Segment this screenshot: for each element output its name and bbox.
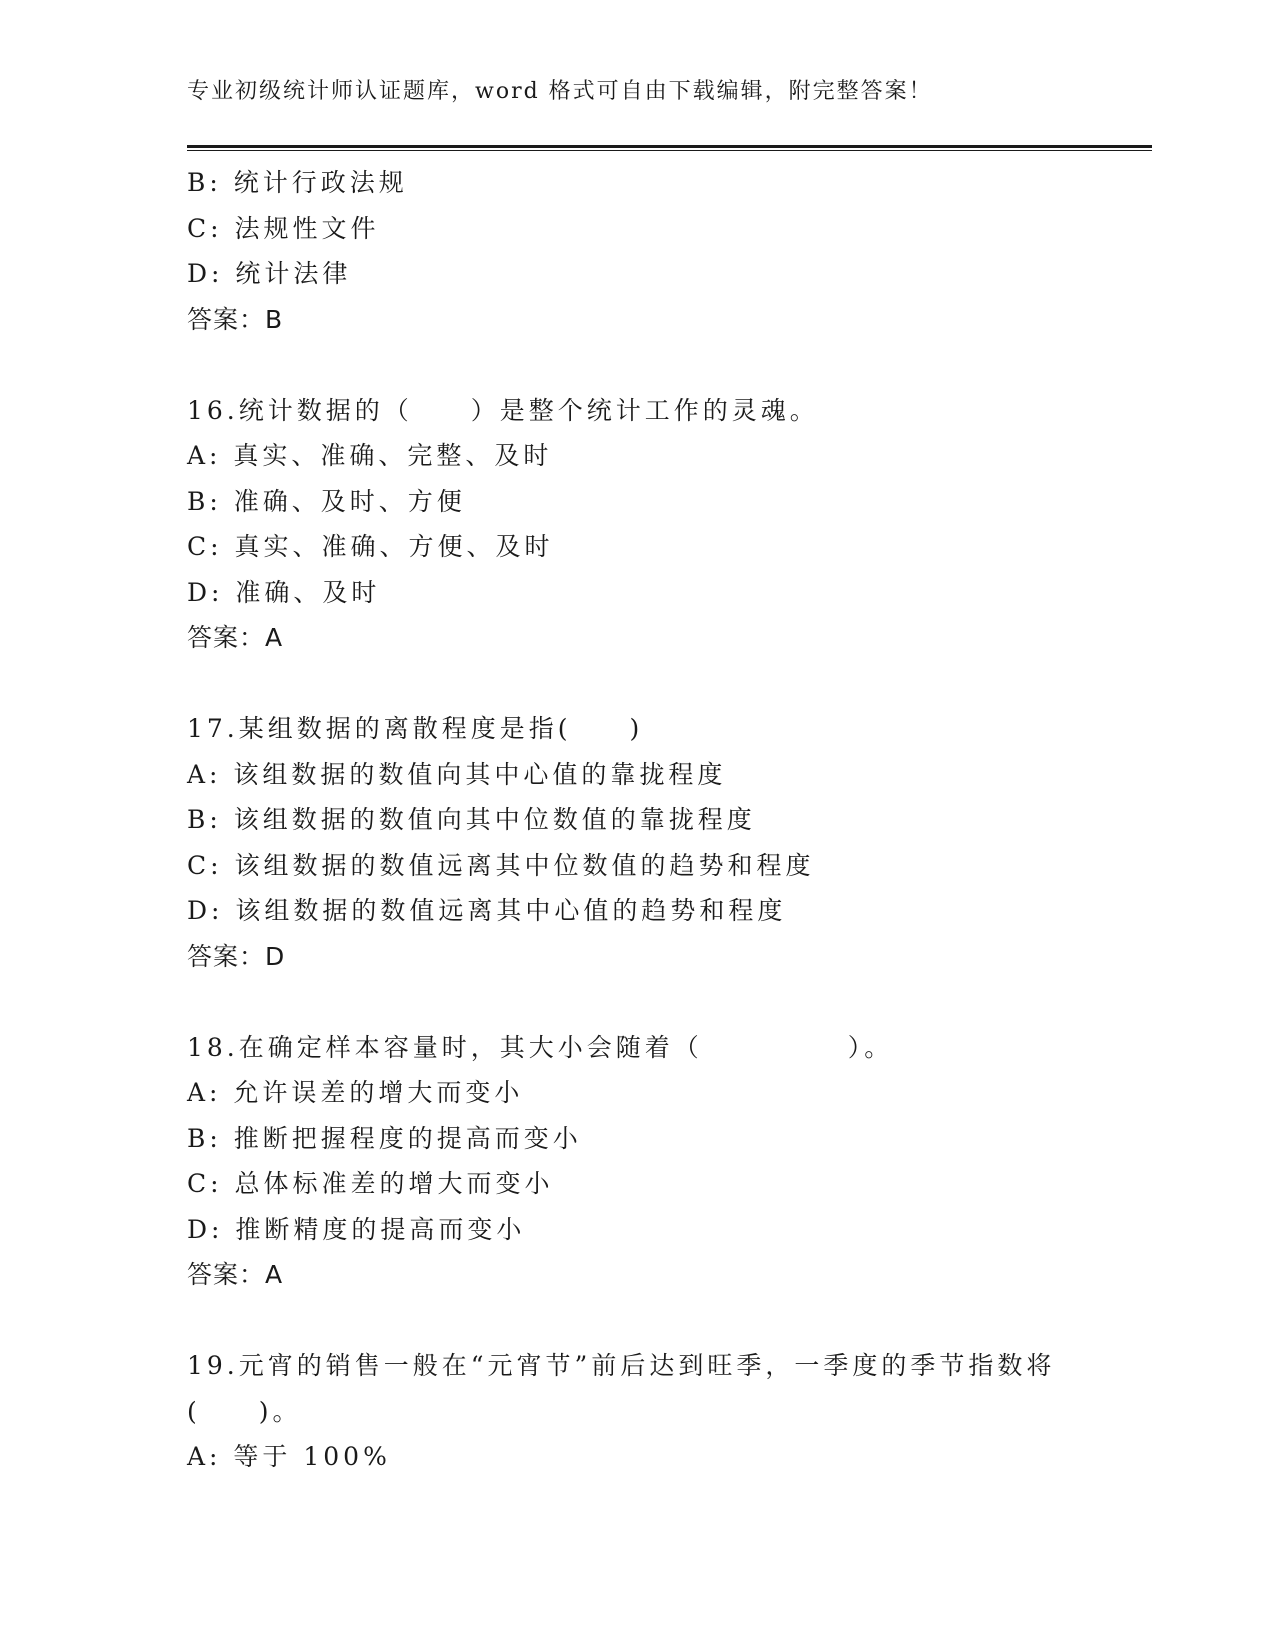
page-header: 专业初级统计师认证题库，word 格式可自由下载编辑，附完整答案！ — [187, 79, 933, 104]
spacer — [187, 979, 1152, 1025]
option-b: B: 准确、及时、方便 — [187, 486, 466, 516]
question-18 — [187, 1025, 1152, 1298]
question-stem-continued: ( )。 — [187, 1396, 302, 1426]
question-19 — [187, 1343, 1152, 1480]
option-b: B: 推断把握程度的提高而变小 — [187, 1123, 582, 1153]
answer-line: 答案：A — [187, 623, 284, 652]
question-content — [187, 160, 1152, 1480]
option-d: D: 推断精度的提高而变小 — [187, 1214, 526, 1244]
option-c: C: 真实、准确、方便、及时 — [187, 532, 554, 561]
answer-line: 答案：D — [187, 941, 286, 971]
option-d: D: 该组数据的数值远离其中心值的趋势和程度 — [187, 896, 787, 925]
option-c: C: 法规性文件 — [187, 213, 380, 243]
question-stem: 18.在确定样本容量时，其大小会随着（ ）。 — [187, 1032, 894, 1062]
header-rule-thin — [187, 150, 1152, 151]
question-stem: 17.某组数据的离散程度是指( ) — [187, 714, 644, 743]
spacer — [187, 1298, 1152, 1344]
option-c: C: 该组数据的数值远离其中位数值的趋势和程度 — [187, 850, 815, 880]
option-c: C: 总体标准差的增大而变小 — [187, 1169, 554, 1198]
option-b: B: 该组数据的数值向其中位数值的靠拢程度 — [187, 805, 756, 834]
answer-line: 答案：A — [187, 1260, 284, 1289]
question-17 — [187, 706, 1152, 979]
option-a: A: 真实、准确、完整、及时 — [187, 441, 553, 470]
question-stem: 16.统计数据的（ ）是整个统计工作的灵魂。 — [187, 395, 819, 425]
option-a: A: 等于 100% — [187, 1442, 391, 1471]
option-d: D: 统计法律 — [187, 259, 352, 288]
header-rule-thick — [187, 145, 1152, 148]
question-stem: 19.元宵的销售一般在“元宵节”前后达到旺季，一季度的季节指数将 — [187, 1351, 1056, 1380]
answer-line: 答案：B — [187, 304, 284, 334]
spacer — [187, 661, 1152, 707]
option-d: D: 准确、及时 — [187, 577, 381, 607]
prev-question-block — [187, 160, 1152, 342]
question-16 — [187, 388, 1152, 661]
option-a: A: 该组数据的数值向其中心值的靠拢程度 — [187, 759, 727, 789]
option-a: A: 允许误差的增大而变小 — [187, 1078, 524, 1107]
spacer — [187, 342, 1152, 388]
option-b: B: 统计行政法规 — [187, 168, 408, 197]
